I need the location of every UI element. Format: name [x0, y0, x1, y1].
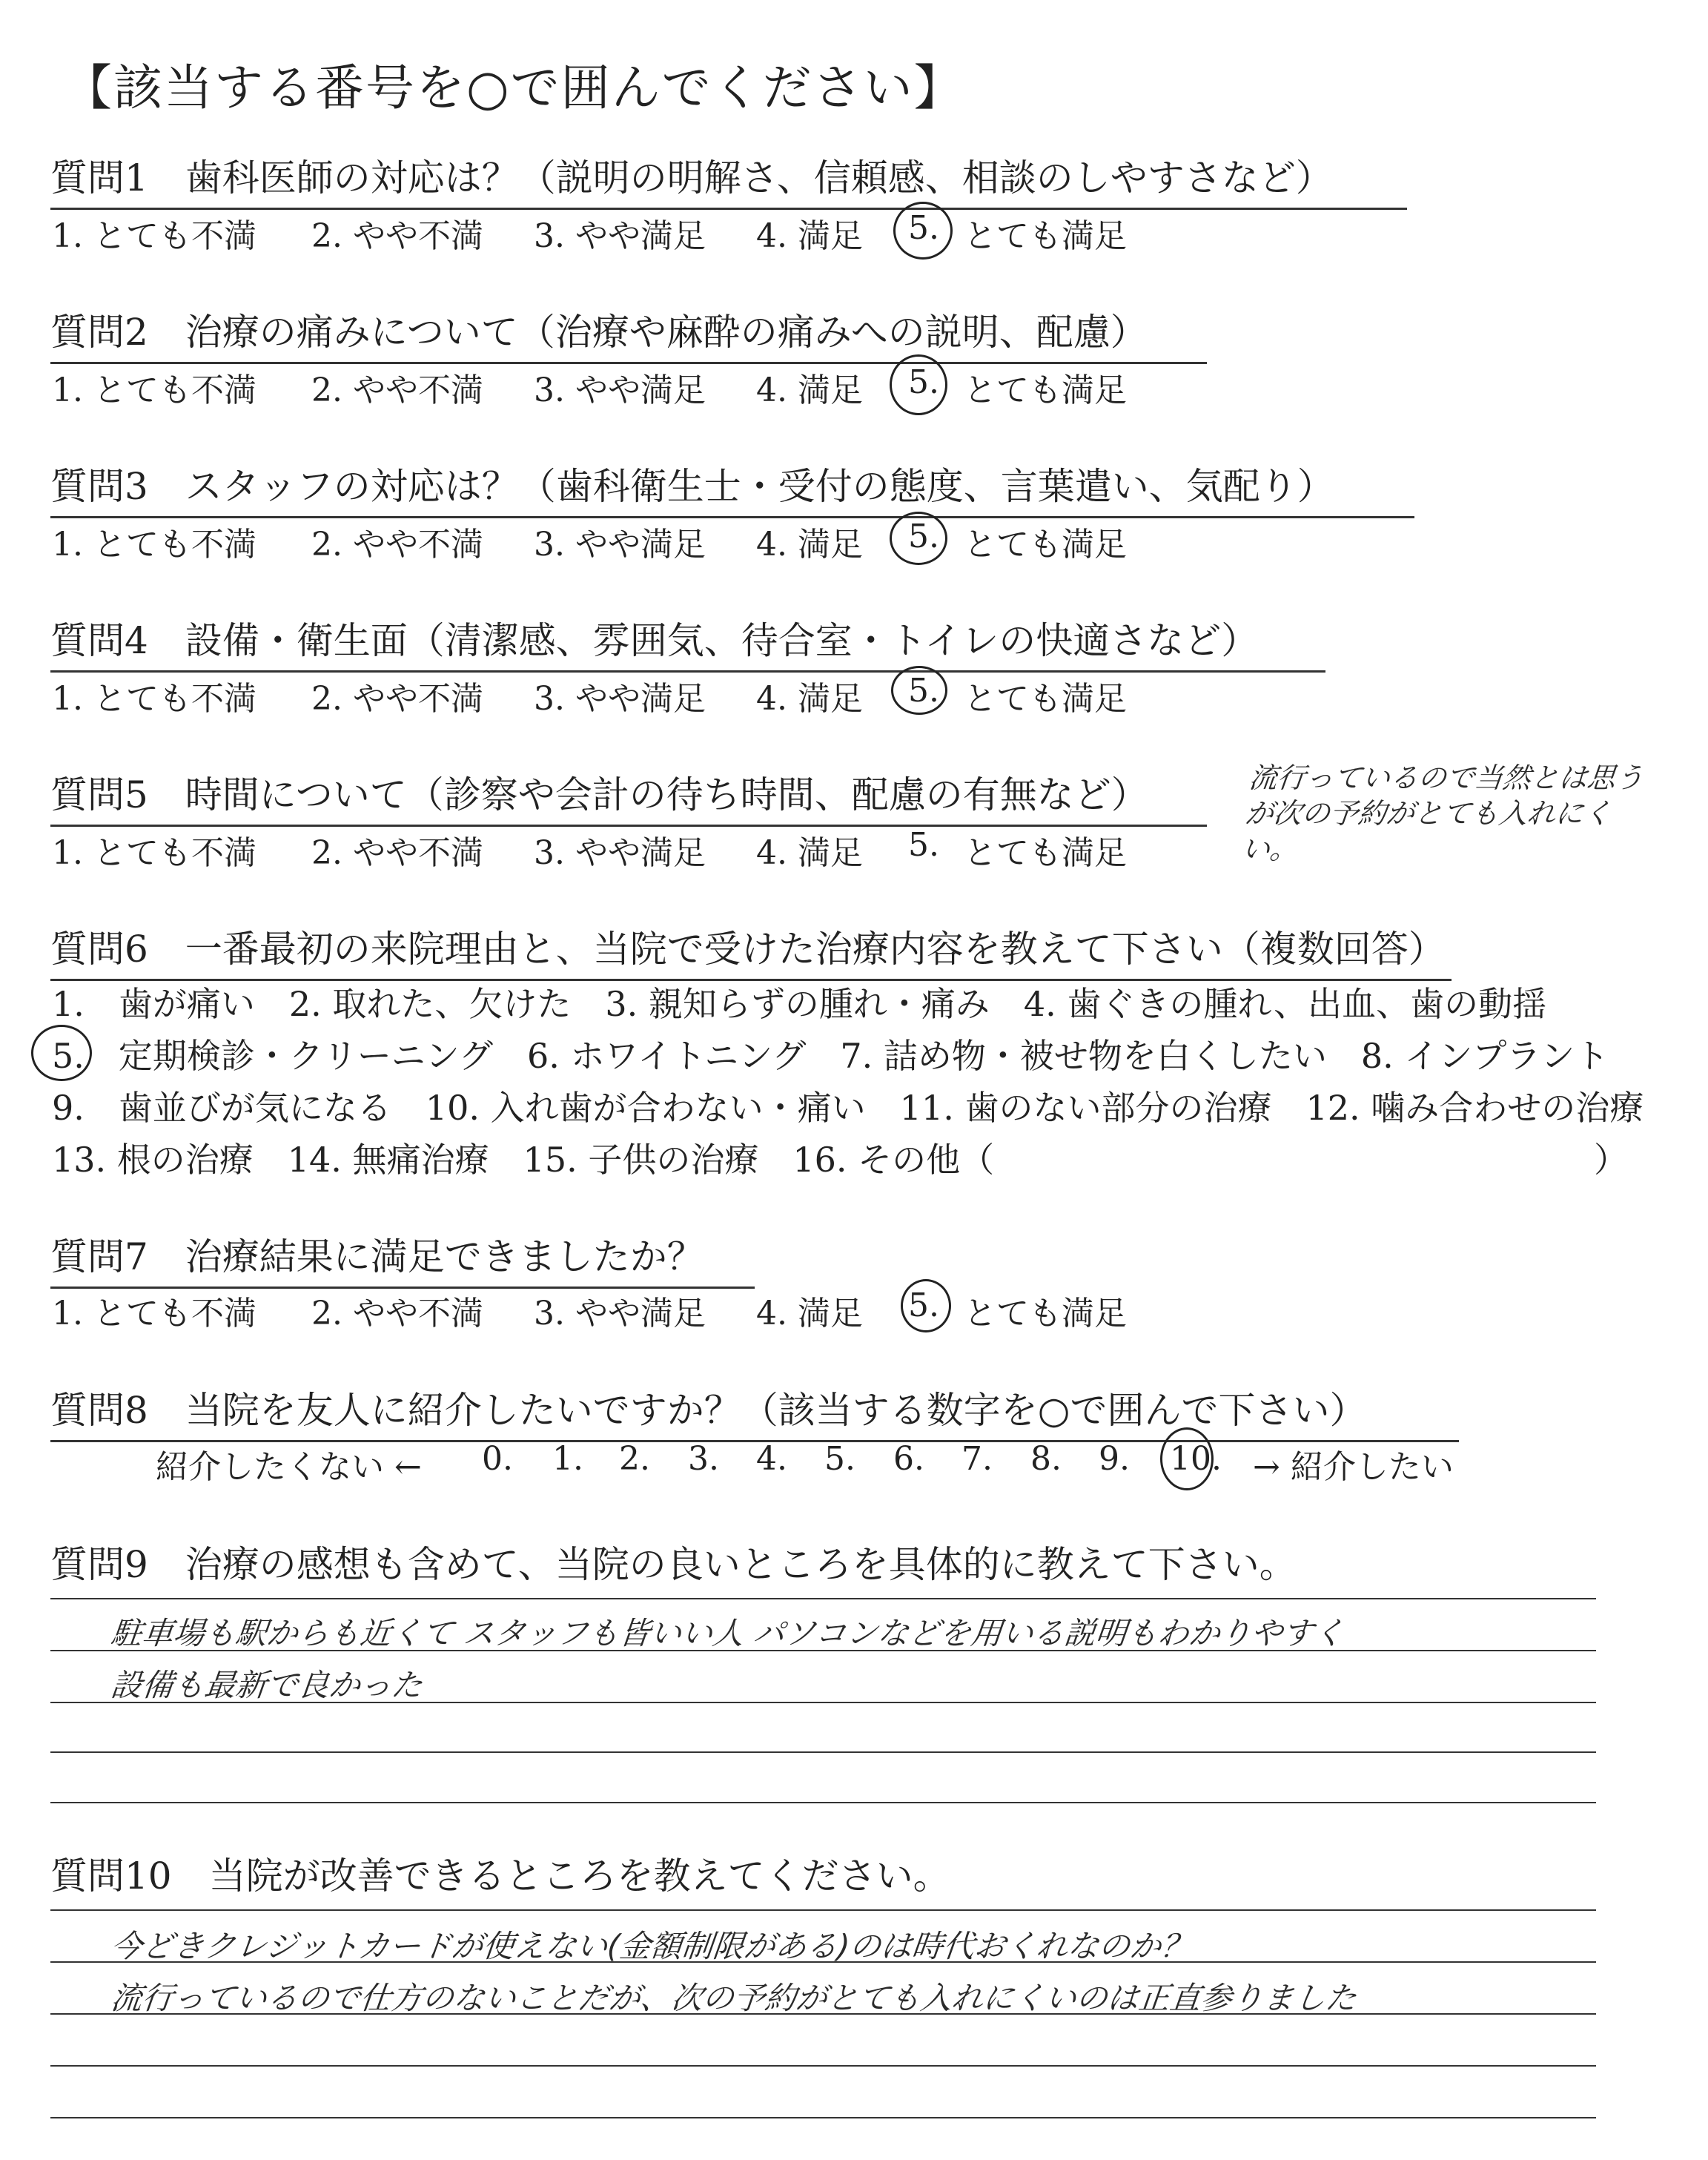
option-3[interactable]: 3. やや満足 [534, 217, 706, 255]
option-5[interactable]: 5. [908, 1287, 939, 1324]
scale-5[interactable]: 5. [824, 1440, 855, 1478]
option-3[interactable]: 3. やや満足 [534, 1295, 706, 1332]
scale-8[interactable]: 8. [1030, 1440, 1062, 1478]
option-5[interactable]: 5. [908, 672, 939, 710]
question-8-title: 質問8 当院を友人に紹介したいですか？（該当する数字を○で囲んで下さい） [50, 1381, 1459, 1442]
option-4[interactable]: 4. 満足 [756, 834, 863, 872]
question-9-title: 質問9 治療の感想も含めて、当院の良いところを具体的に教えて下さい。 [50, 1543, 1297, 1586]
option-2[interactable]: 2. やや不満 [311, 371, 483, 409]
option-5[interactable]: 5. [908, 209, 939, 247]
question-1-title: 質問1 歯科医師の対応は？（説明の明解さ、信頼感、相談のしやすさなど） [50, 148, 1407, 210]
question-6-title: 質問6 一番最初の来院理由と、当院で受けた治療内容を教えて下さい（複数回答） [50, 919, 1452, 981]
question-7-title: 質問7 治療結果に満足できましたか？ [50, 1227, 755, 1289]
option-2[interactable]: 2. やや不満 [311, 217, 483, 255]
option-5-label: とても満足 [964, 526, 1127, 564]
scale-left-label: 紹介したくない ← [156, 1448, 422, 1486]
question-5-title: 質問5 時間について（診察や会計の待ち時間、配慮の有無など） [50, 765, 1207, 827]
option-1[interactable]: 1. とても不満 [52, 1295, 256, 1332]
answer-circle-mark [890, 512, 947, 565]
option-3[interactable]: 3. やや満足 [534, 834, 706, 872]
option-4[interactable]: 4. 満足 [756, 526, 863, 564]
answer-circle-mark [893, 202, 953, 260]
scale-1[interactable]: 1. [552, 1440, 583, 1478]
option-3[interactable]: 3. やや満足 [534, 371, 706, 409]
option-1[interactable]: 1. とても不満 [52, 834, 256, 872]
answer-circle-mark [31, 1025, 92, 1081]
option-2[interactable]: 2. やや不満 [311, 680, 483, 718]
option-4[interactable]: 4. 満足 [756, 371, 863, 409]
question-9-answer-line-2: 設備も最新で良かった [109, 1667, 425, 1703]
option-5[interactable]: 5. [908, 363, 939, 401]
option-4[interactable]: 4. 満足 [756, 1295, 863, 1332]
scale-3[interactable]: 3. [688, 1440, 719, 1478]
question-6-row-3[interactable]: 9. 歯並びが気になる 10. 入れ歯が合わない・痛い 11. 歯のない部分の治療 12. 噛み合わせの治療 [52, 1088, 1644, 1128]
scale-0[interactable]: 0. [482, 1440, 513, 1478]
question-2-title: 質問2 治療の痛みについて（治療や麻酔の痛みへの説明、配慮） [50, 303, 1207, 364]
option-2[interactable]: 2. やや不満 [311, 1295, 483, 1332]
option-4[interactable]: 4. 満足 [756, 217, 863, 255]
option-1[interactable]: 1. とても不満 [52, 680, 256, 718]
option-1[interactable]: 1. とても不満 [52, 217, 256, 255]
question-4-title: 質問4 設備・衛生面（清潔感、雰囲気、待合室・トイレの快適さなど） [50, 611, 1325, 673]
question-3-title: 質問3 スタッフの対応は？（歯科衛生士・受付の態度、言葉遣い、気配り） [50, 457, 1414, 518]
option-5-label: とても満足 [964, 371, 1127, 409]
question-5-side-note: 流行っているので当然とは思うが次の予約がとても入れにくい。 [1239, 762, 1646, 865]
option-5[interactable]: 5. [908, 826, 939, 864]
page-heading: 【該当する番号を○で囲んでください】 [63, 59, 964, 116]
question-6-row-4[interactable]: 13. 根の治療 14. 無痛治療 15. 子供の治療 16. その他（ [52, 1140, 995, 1180]
scale-6[interactable]: 6. [893, 1440, 924, 1478]
option-3[interactable]: 3. やや満足 [534, 526, 706, 564]
option-1[interactable]: 1. とても不満 [52, 526, 256, 564]
scale-7[interactable]: 7. [961, 1440, 993, 1478]
option-5[interactable]: 5. [908, 518, 939, 555]
answer-line [50, 2117, 1596, 2118]
scale-2[interactable]: 2. [619, 1440, 650, 1478]
option-2[interactable]: 2. やや不満 [311, 526, 483, 564]
answer-line [50, 1909, 1596, 1911]
option-3[interactable]: 3. やや満足 [534, 680, 706, 718]
question-6-other-close: ） [1594, 1140, 1628, 1180]
answer-circle-mark [1160, 1427, 1214, 1490]
answer-line [50, 1598, 1596, 1599]
scale-10[interactable]: 10. [1170, 1440, 1222, 1478]
question-10-title: 質問10 当院が改善できるところを教えてください。 [50, 1855, 950, 1898]
answer-circle-mark [891, 666, 947, 715]
question-10-answer-line-1: 今どきクレジットカードが使えない(金額制限がある)のは時代おくれなのか？ [109, 1928, 1194, 1964]
answer-line [50, 1751, 1596, 1753]
answer-line [50, 1802, 1596, 1803]
question-10-answer-line-2: 流行っているので仕方のないことだが、次の予約がとても入れにくいのは正直参りました [109, 1980, 1359, 2016]
option-1[interactable]: 1. とても不満 [52, 371, 256, 409]
option-5-label: とても満足 [964, 834, 1127, 872]
scale-9[interactable]: 9. [1099, 1440, 1130, 1478]
question-6-row-2[interactable]: 5. 定期検診・クリーニング 6. ホワイトニング 7. 詰め物・被せ物を白くしたい 8. インプラント [52, 1036, 1609, 1076]
question-6-row-1[interactable]: 1. 歯が痛い 2. 取れた、欠けた 3. 親知らずの腫れ・痛み 4. 歯ぐきの腫れ、出血、歯の動揺 [52, 984, 1547, 1024]
option-2[interactable]: 2. やや不満 [311, 834, 483, 872]
scale-right-label: → 紹介したい [1253, 1448, 1454, 1486]
answer-circle-mark [901, 1279, 951, 1332]
option-5-label: とても満足 [964, 217, 1127, 255]
option-4[interactable]: 4. 満足 [756, 680, 863, 718]
option-5-label: とても満足 [964, 680, 1127, 718]
question-9-answer-line-1: 駐車場も駅からも近くて スタッフも皆いい人 パソコンなどを用いる説明もわかりやすく [109, 1615, 1347, 1651]
scale-4[interactable]: 4. [756, 1440, 787, 1478]
answer-line [50, 2065, 1596, 2067]
answer-circle-mark [890, 354, 947, 415]
option-5-label: とても満足 [964, 1295, 1127, 1332]
